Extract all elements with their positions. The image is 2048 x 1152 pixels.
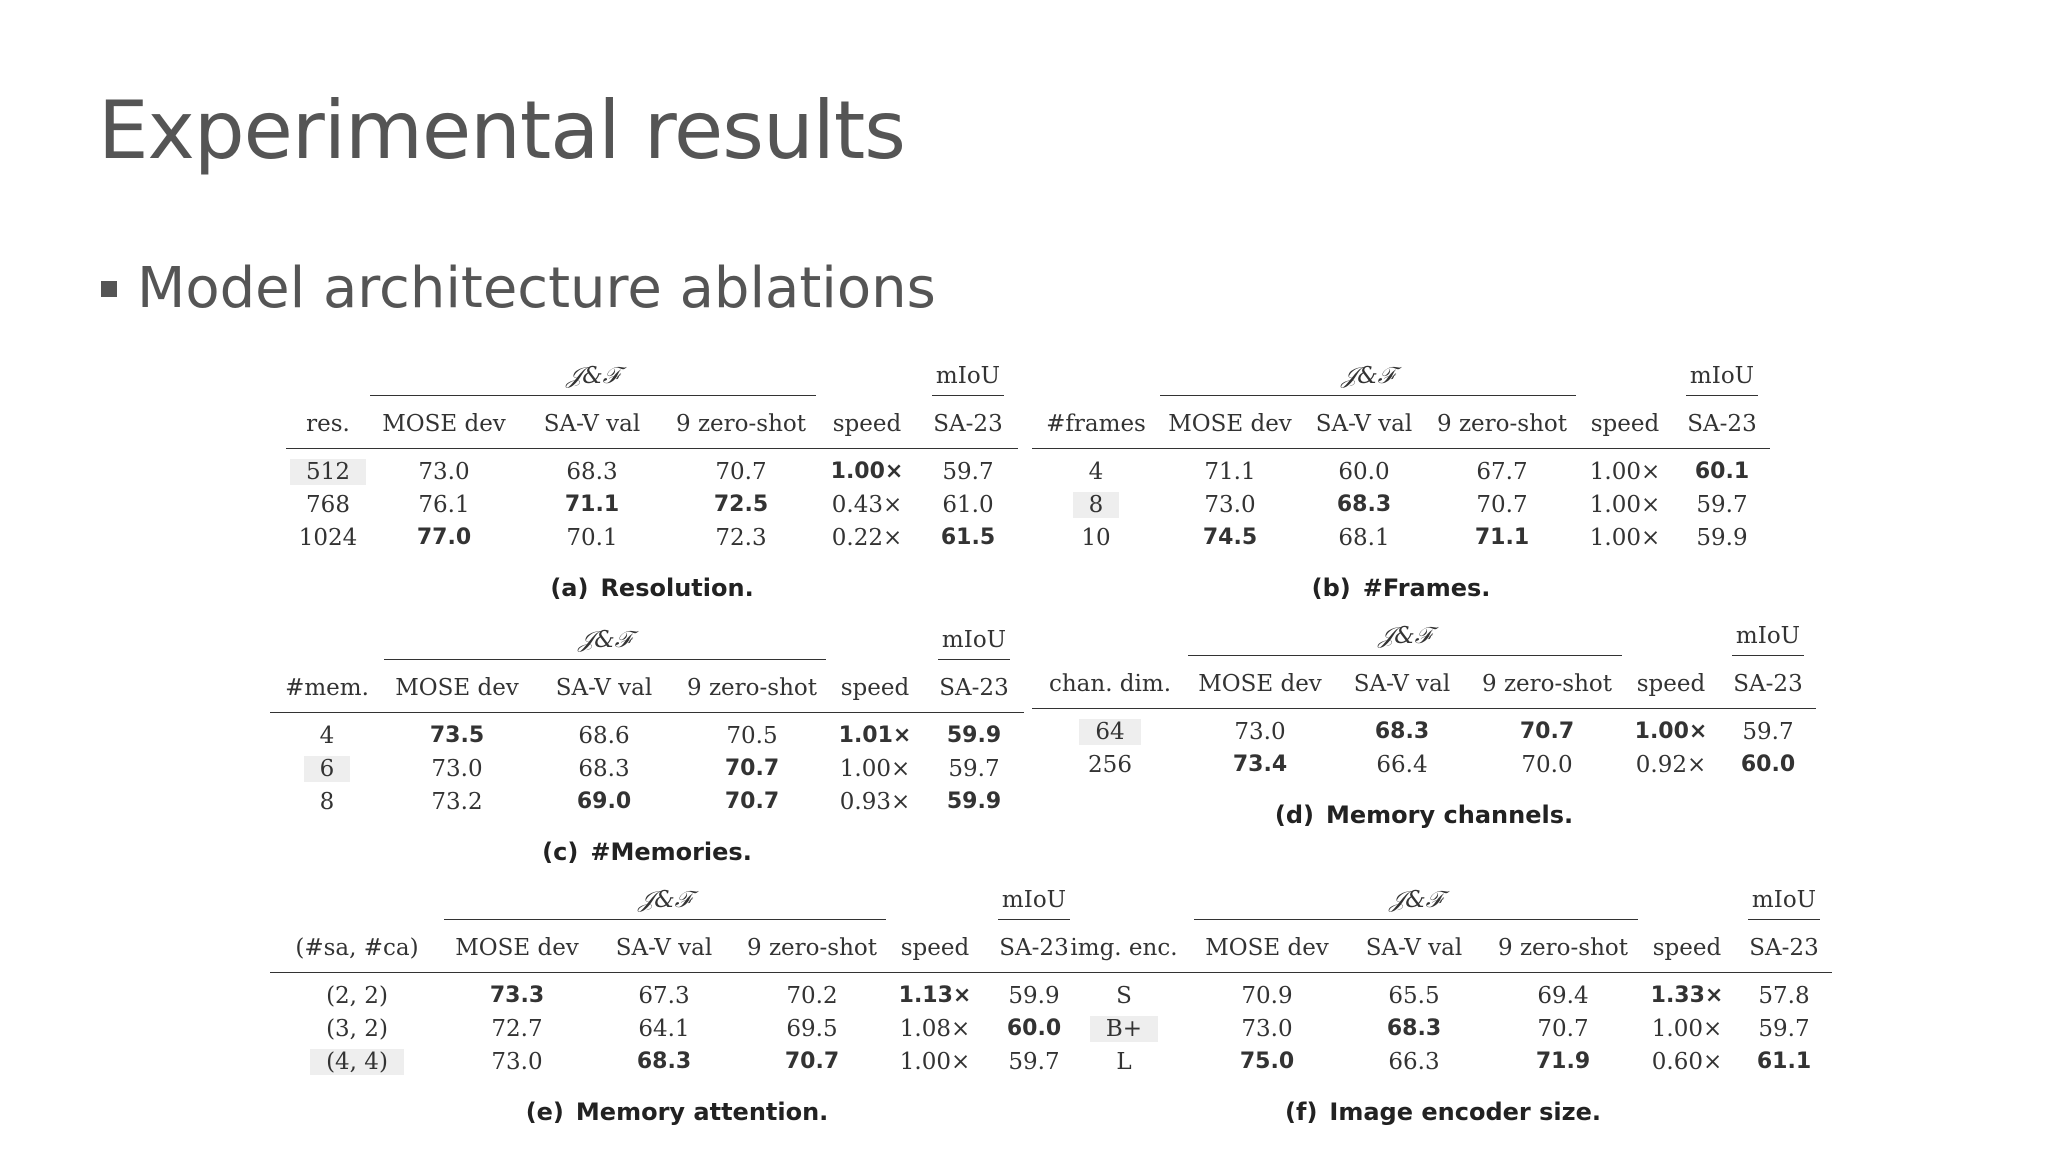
table-cell: 1.00× — [1589, 458, 1661, 485]
table-cell: 72.5 — [713, 492, 769, 517]
empty-cell — [826, 620, 924, 664]
caption-text: Memory channels. — [1326, 801, 1574, 829]
row-setting-cell: L — [1116, 1048, 1132, 1075]
column-header-row — [270, 664, 1024, 713]
empty-cell — [1032, 356, 1160, 400]
miou-group-cell — [918, 356, 1018, 400]
table-panel-memory-attention — [270, 880, 1084, 1126]
caption-text: Image encoder size. — [1329, 1098, 1601, 1126]
ablation-table — [1032, 356, 1770, 554]
empty-cell — [816, 356, 918, 400]
default-setting-value: B+ — [1090, 1016, 1158, 1042]
table-cell: 73.4 — [1232, 752, 1288, 777]
table-cell: 70.5 — [726, 722, 778, 749]
jf-group-label: 𝒥&ℱ — [370, 363, 816, 396]
jf-group-cell — [384, 620, 826, 664]
table-row — [286, 488, 1018, 521]
table-cell: 72.3 — [715, 524, 767, 551]
table-cell: 72.7 — [491, 1015, 543, 1042]
table-cell: 70.7 — [715, 458, 767, 485]
table-cell: 59.7 — [948, 755, 1000, 782]
table-caption — [270, 1098, 1084, 1126]
empty-cell — [1032, 616, 1188, 660]
table-cell: 67.3 — [638, 982, 690, 1009]
column-header: SA-23 — [1736, 924, 1832, 973]
table-cell: 70.7 — [1519, 719, 1575, 744]
table-cell: 61.5 — [940, 525, 996, 550]
table-cell: 1.00× — [1589, 524, 1661, 551]
table-caption — [1032, 801, 1816, 829]
row-setting-cell: (2, 2) — [326, 982, 388, 1009]
table-cell: 73.5 — [429, 723, 485, 748]
default-setting-cell — [1054, 1012, 1194, 1045]
column-header: 9 zero-shot — [738, 924, 886, 973]
table-cell: 68.1 — [1338, 524, 1390, 551]
group-header-row — [270, 620, 1024, 664]
table-cell: 73.0 — [431, 755, 483, 782]
table-row — [1032, 709, 1816, 749]
ablation-table — [286, 356, 1018, 554]
column-header: speed — [1576, 400, 1674, 449]
column-header: chan. dim. — [1032, 660, 1188, 709]
table-cell: 70.7 — [724, 789, 780, 814]
table-cell: 68.3 — [1374, 719, 1430, 744]
table-cell: 60.0 — [1338, 458, 1390, 485]
table-cell: 68.3 — [1386, 1016, 1442, 1041]
table-cell: 73.0 — [418, 458, 470, 485]
table-panel-resolution — [286, 356, 1018, 602]
table-cell: 0.22× — [831, 524, 903, 551]
table-cell: 1.00× — [830, 459, 904, 484]
default-setting-cell — [1032, 709, 1188, 749]
table-cell: 59.7 — [1696, 491, 1748, 518]
caption-label: (f) — [1285, 1098, 1318, 1126]
caption-text: Resolution. — [600, 574, 754, 602]
table-cell: 1.08× — [899, 1015, 971, 1042]
column-header: SA-23 — [918, 400, 1018, 449]
jf-group-label: 𝒥&ℱ — [444, 887, 886, 920]
ablation-table — [1054, 880, 1832, 1078]
row-setting-cell: (3, 2) — [326, 1015, 388, 1042]
table-cell: 71.1 — [1204, 458, 1256, 485]
miou-group-label: mIoU — [1732, 623, 1804, 656]
jf-group-cell — [1188, 616, 1622, 660]
table-cell: 68.3 — [578, 755, 630, 782]
default-setting-value: 8 — [1073, 492, 1120, 518]
column-header: MOSE dev — [1194, 924, 1340, 973]
empty-cell — [1576, 356, 1674, 400]
table-cell: 70.2 — [786, 982, 838, 1009]
ablation-table — [270, 620, 1024, 818]
row-setting-cell: S — [1116, 982, 1132, 1009]
group-header-row — [270, 880, 1084, 924]
empty-cell — [286, 356, 370, 400]
table-cell: 70.0 — [1521, 751, 1573, 778]
default-setting-value: 512 — [290, 459, 366, 485]
table-row — [270, 1045, 1084, 1078]
table-cell: 60.0 — [1740, 752, 1796, 777]
group-header-row — [1032, 616, 1816, 660]
column-header-row — [1032, 400, 1770, 449]
table-cell: 73.0 — [491, 1048, 543, 1075]
column-header: SA-V val — [530, 664, 678, 713]
table-caption — [1032, 574, 1770, 602]
column-header-row — [1032, 660, 1816, 709]
table-cell: 59.7 — [1758, 1015, 1810, 1042]
table-cell: 1.00× — [839, 755, 911, 782]
column-header: SA-V val — [1340, 924, 1488, 973]
table-cell: 64.1 — [638, 1015, 690, 1042]
ablation-table — [1032, 616, 1816, 781]
miou-group-cell — [1674, 356, 1770, 400]
default-setting-value: 6 — [304, 756, 351, 782]
table-cell: 59.7 — [1008, 1048, 1060, 1075]
table-panel-image-encoder — [1054, 880, 1832, 1126]
column-header: SA-23 — [1674, 400, 1770, 449]
table-cell: 71.9 — [1535, 1049, 1591, 1074]
table-cell: 70.7 — [784, 1049, 840, 1074]
default-setting-value: (4, 4) — [310, 1049, 404, 1075]
table-row — [286, 449, 1018, 489]
table-cell: 1.01× — [838, 723, 912, 748]
table-cell: 74.5 — [1202, 525, 1258, 550]
column-header: MOSE dev — [370, 400, 518, 449]
column-header: SA-V val — [1300, 400, 1428, 449]
table-row — [1032, 449, 1770, 489]
table-cell: 59.9 — [1008, 982, 1060, 1009]
group-header-row — [1054, 880, 1832, 924]
table-cell: 59.9 — [1696, 524, 1748, 551]
table-row — [1032, 748, 1816, 781]
table-caption — [286, 574, 1018, 602]
column-header: SA-V val — [590, 924, 738, 973]
table-cell: 0.92× — [1635, 751, 1707, 778]
table-cell: 68.3 — [566, 458, 618, 485]
table-panel-memory-channels — [1032, 616, 1816, 829]
caption-label: (e) — [525, 1098, 564, 1126]
empty-cell — [1622, 616, 1720, 660]
default-setting-cell — [286, 449, 370, 489]
table-cell: 77.0 — [416, 525, 472, 550]
table-caption — [270, 838, 1024, 866]
table-cell: 76.1 — [418, 491, 470, 518]
table-cell: 70.1 — [566, 524, 618, 551]
table-cell: 61.1 — [1756, 1049, 1812, 1074]
column-header: 9 zero-shot — [666, 400, 816, 449]
slide-title: Experimental results — [98, 84, 905, 177]
table-row — [1032, 521, 1770, 554]
table-cell: 69.0 — [576, 789, 632, 814]
column-header: MOSE dev — [444, 924, 590, 973]
caption-label: (a) — [550, 574, 589, 602]
column-header-row — [1054, 924, 1832, 973]
table-cell: 66.3 — [1388, 1048, 1440, 1075]
table-cell: 71.1 — [564, 492, 620, 517]
table-cell: 1.00× — [1589, 491, 1661, 518]
table-cell: 1.13× — [898, 983, 972, 1008]
caption-text: #Frames. — [1362, 574, 1491, 602]
column-header: speed — [1622, 660, 1720, 709]
row-setting-cell: 768 — [306, 491, 350, 518]
table-cell: 73.2 — [431, 788, 483, 815]
table-row — [1054, 1045, 1832, 1078]
jf-group-cell — [1194, 880, 1638, 924]
table-cell: 0.60× — [1651, 1048, 1723, 1075]
empty-cell — [886, 880, 984, 924]
column-header: speed — [826, 664, 924, 713]
column-header: SA-23 — [1720, 660, 1816, 709]
table-cell: 59.9 — [946, 789, 1002, 814]
row-setting-cell: 8 — [319, 788, 335, 815]
table-cell: 1.00× — [899, 1048, 971, 1075]
column-header: SA-V val — [1332, 660, 1472, 709]
column-header: 9 zero-shot — [1472, 660, 1622, 709]
table-row — [270, 713, 1024, 753]
table-cell: 60.1 — [1694, 459, 1750, 484]
table-cell: 67.7 — [1476, 458, 1528, 485]
caption-label: (c) — [542, 838, 579, 866]
empty-cell — [1638, 880, 1736, 924]
column-header: MOSE dev — [384, 664, 530, 713]
default-setting-cell — [270, 1045, 444, 1078]
table-cell: 70.7 — [1476, 491, 1528, 518]
table-row — [1054, 973, 1832, 1013]
table-cell: 59.7 — [1742, 718, 1794, 745]
miou-group-cell — [1720, 616, 1816, 660]
table-cell: 60.0 — [1006, 1016, 1062, 1041]
table-row — [270, 752, 1024, 785]
table-cell: 69.4 — [1537, 982, 1589, 1009]
row-setting-cell: 4 — [319, 722, 335, 749]
table-cell: 59.9 — [946, 723, 1002, 748]
bullet-item — [101, 256, 936, 321]
table-cell: 69.5 — [786, 1015, 838, 1042]
table-cell: 75.0 — [1239, 1049, 1295, 1074]
table-cell: 68.3 — [1336, 492, 1392, 517]
miou-group-label: mIoU — [998, 887, 1070, 920]
ablation-table — [270, 880, 1084, 1078]
jf-group-label: 𝒥&ℱ — [1188, 623, 1622, 656]
table-cell: 66.4 — [1376, 751, 1428, 778]
bullet-text: Model architecture ablations — [137, 256, 936, 321]
caption-label: (d) — [1274, 801, 1315, 829]
column-header-row — [286, 400, 1018, 449]
column-header: speed — [886, 924, 984, 973]
table-cell: 65.5 — [1388, 982, 1440, 1009]
column-header: speed — [1638, 924, 1736, 973]
table-cell: 73.0 — [1204, 491, 1256, 518]
column-header: SA-V val — [518, 400, 666, 449]
table-cell: 1.00× — [1634, 719, 1708, 744]
column-header: SA-23 — [984, 924, 1084, 973]
column-header: (#sa, #ca) — [270, 924, 444, 973]
jf-group-label: 𝒥&ℱ — [1160, 363, 1576, 396]
table-cell: 71.1 — [1474, 525, 1530, 550]
jf-group-label: 𝒥&ℱ — [384, 627, 826, 660]
column-header-row — [270, 924, 1084, 973]
table-cell: 70.7 — [724, 756, 780, 781]
row-setting-cell: 10 — [1081, 524, 1111, 551]
caption-text: Memory attention. — [575, 1098, 829, 1126]
jf-group-cell — [444, 880, 886, 924]
miou-group-label: mIoU — [938, 627, 1010, 660]
miou-group-label: mIoU — [1686, 363, 1758, 396]
table-cell: 61.0 — [942, 491, 994, 518]
jf-group-label: 𝒥&ℱ — [1194, 887, 1638, 920]
table-cell: 73.3 — [489, 983, 545, 1008]
table-cell: 1.33× — [1650, 983, 1724, 1008]
default-setting-value: 64 — [1079, 719, 1140, 745]
miou-group-label: mIoU — [1748, 887, 1820, 920]
column-header: 9 zero-shot — [1488, 924, 1638, 973]
empty-cell — [270, 880, 444, 924]
table-cell: 70.7 — [1537, 1015, 1589, 1042]
empty-cell — [270, 620, 384, 664]
table-panel-frames — [1032, 356, 1770, 602]
caption-label: (b) — [1311, 574, 1351, 602]
miou-group-label: mIoU — [932, 363, 1004, 396]
caption-text: #Memories. — [590, 838, 752, 866]
row-setting-cell: 256 — [1088, 751, 1132, 778]
column-header: #mem. — [270, 664, 384, 713]
table-cell: 0.43× — [831, 491, 903, 518]
miou-group-cell — [1736, 880, 1832, 924]
table-cell: 57.8 — [1758, 982, 1810, 1009]
table-row — [270, 973, 1084, 1013]
jf-group-cell — [1160, 356, 1576, 400]
table-cell: 0.93× — [839, 788, 911, 815]
default-setting-cell — [270, 752, 384, 785]
table-cell: 73.0 — [1241, 1015, 1293, 1042]
table-cell: 70.9 — [1241, 982, 1293, 1009]
empty-cell — [1054, 880, 1194, 924]
table-cell: 59.7 — [942, 458, 994, 485]
column-header: #frames — [1032, 400, 1160, 449]
column-header: 9 zero-shot — [678, 664, 826, 713]
column-header: MOSE dev — [1160, 400, 1300, 449]
miou-group-cell — [924, 620, 1024, 664]
table-panel-memories — [270, 620, 1024, 866]
column-header: res. — [286, 400, 370, 449]
jf-group-cell — [370, 356, 816, 400]
table-cell: 68.3 — [636, 1049, 692, 1074]
default-setting-cell — [1032, 488, 1160, 521]
table-cell: 1.00× — [1651, 1015, 1723, 1042]
row-setting-cell: 1024 — [298, 524, 358, 551]
square-bullet-icon — [101, 281, 117, 297]
table-cell: 68.6 — [578, 722, 630, 749]
table-row — [270, 785, 1024, 818]
column-header: speed — [816, 400, 918, 449]
group-header-row — [286, 356, 1018, 400]
table-caption — [1054, 1098, 1832, 1126]
table-row — [270, 1012, 1084, 1045]
column-header: img. enc. — [1054, 924, 1194, 973]
table-cell: 73.0 — [1234, 718, 1286, 745]
column-header: SA-23 — [924, 664, 1024, 713]
table-row — [1054, 1012, 1832, 1045]
group-header-row — [1032, 356, 1770, 400]
table-row — [1032, 488, 1770, 521]
table-row — [286, 521, 1018, 554]
row-setting-cell: 4 — [1088, 458, 1104, 485]
column-header: MOSE dev — [1188, 660, 1332, 709]
column-header: 9 zero-shot — [1428, 400, 1576, 449]
